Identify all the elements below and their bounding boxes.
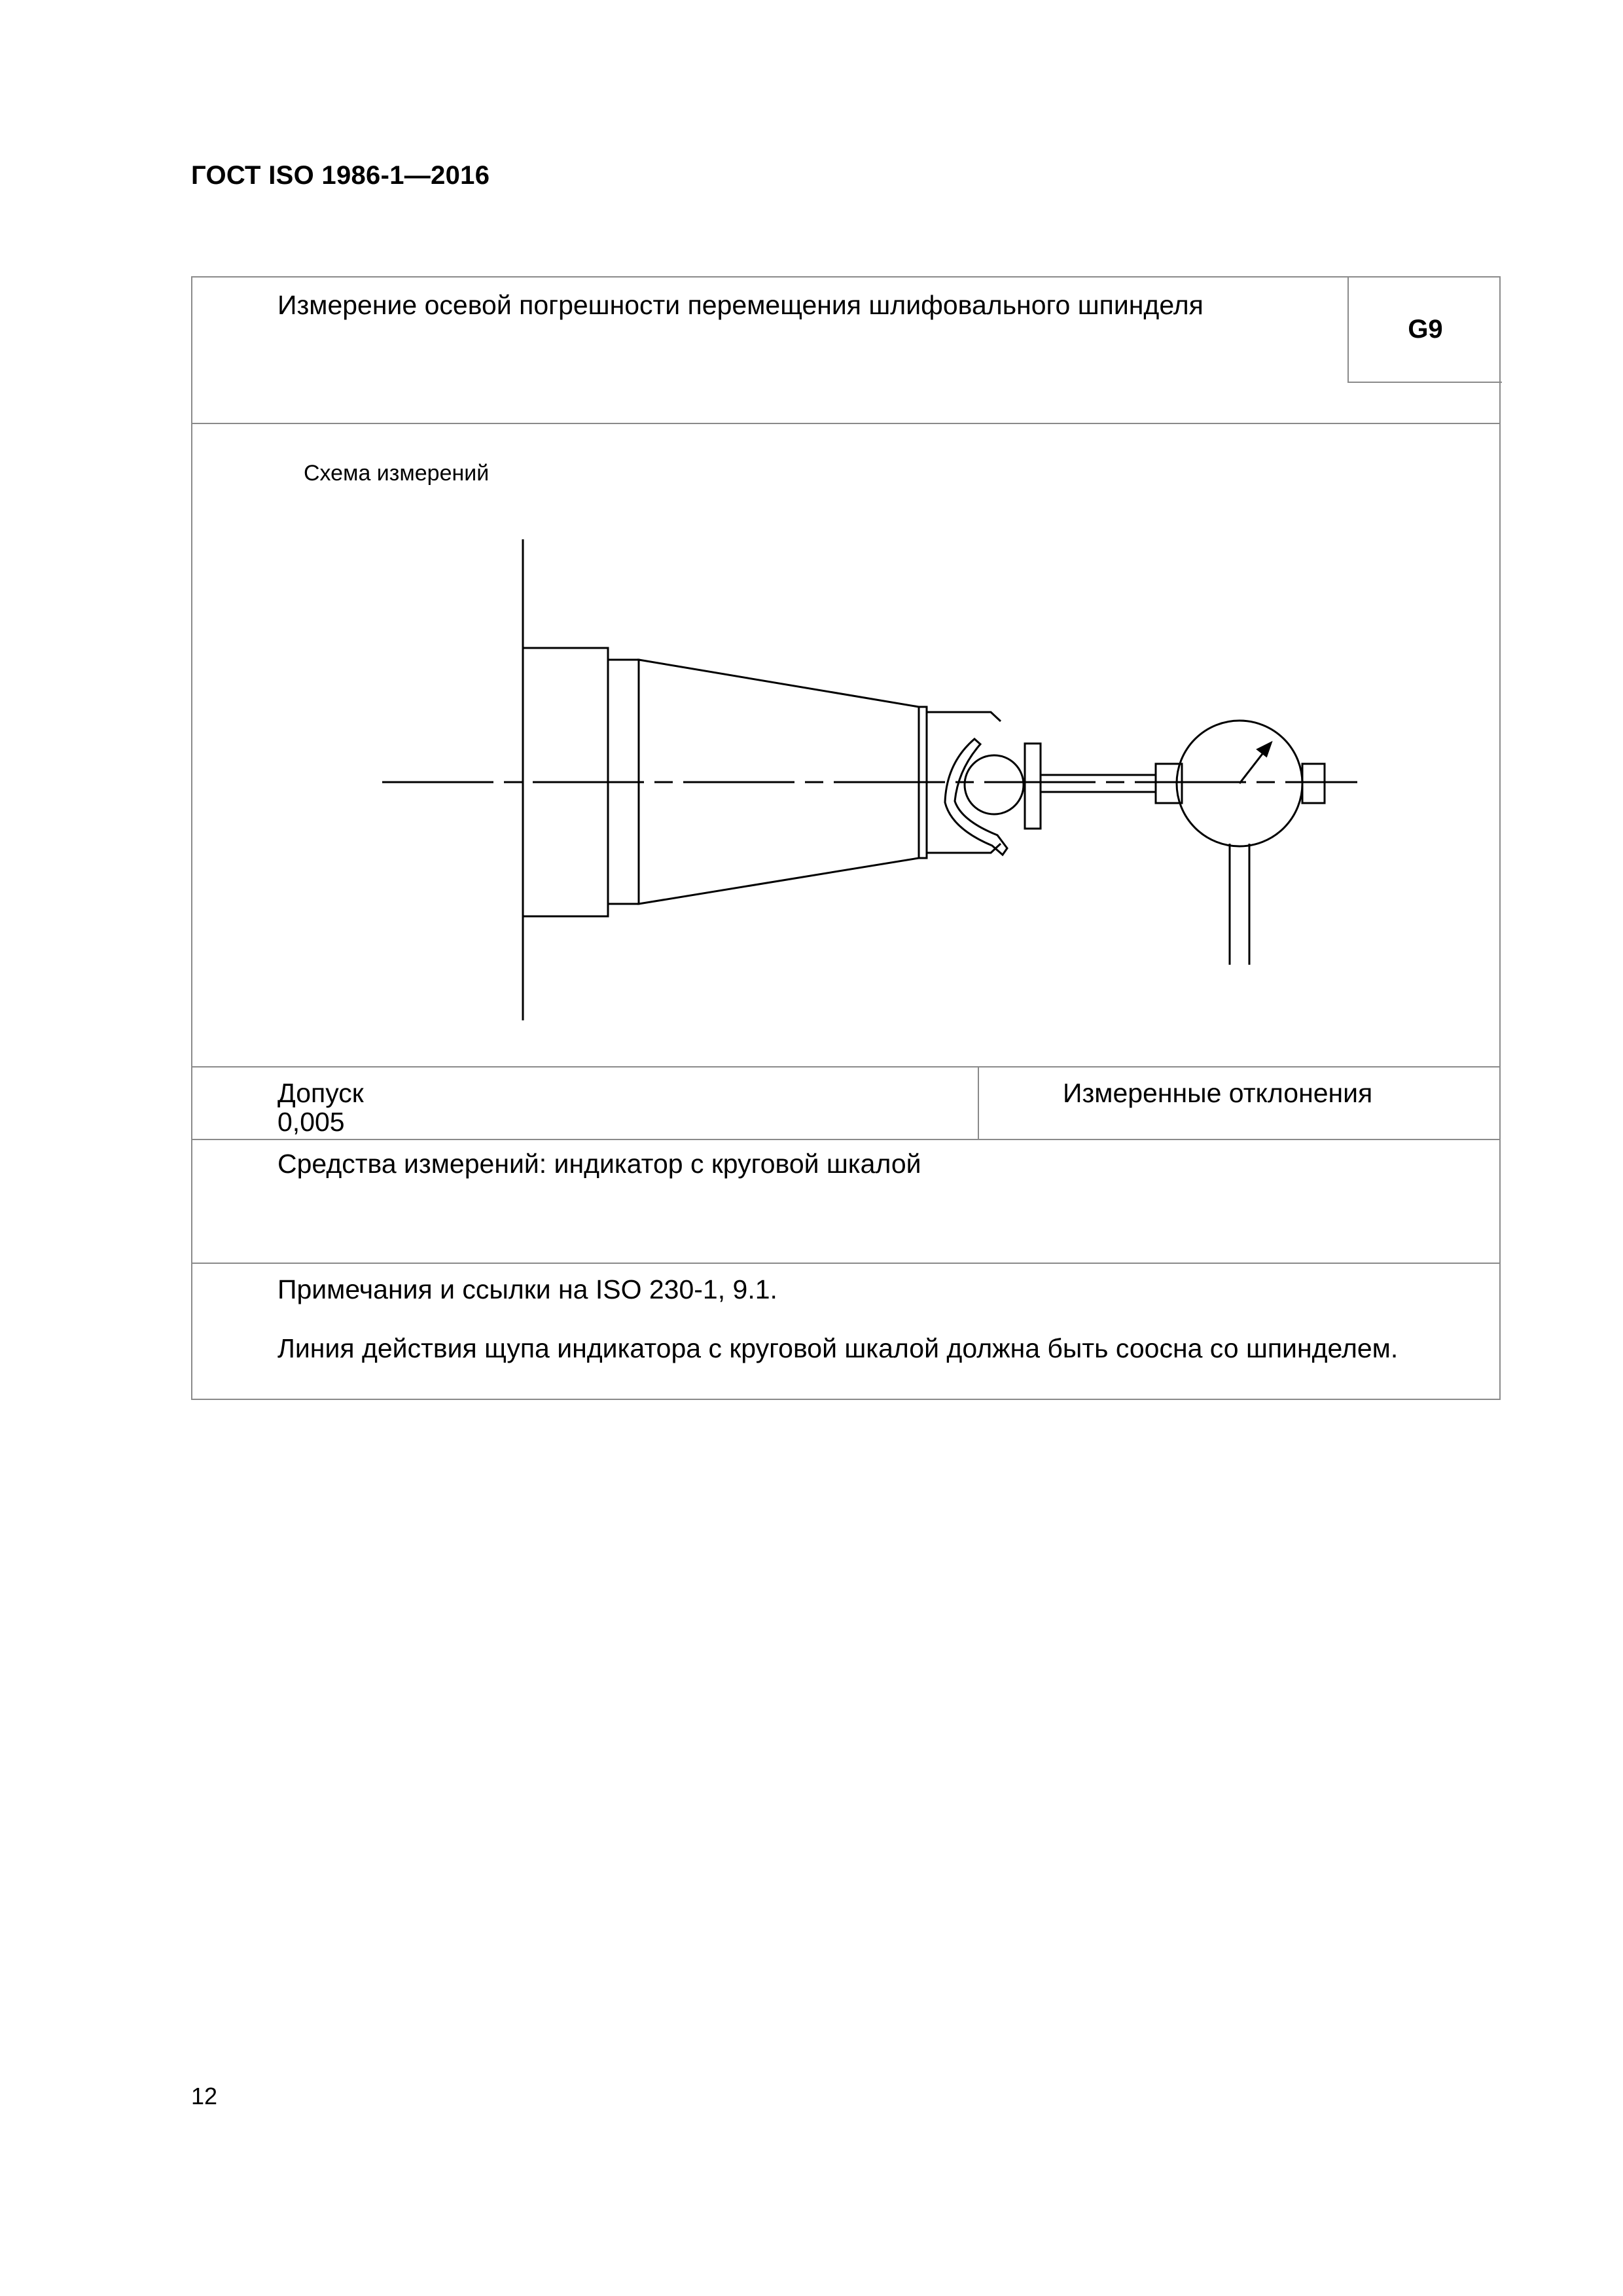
- page-number: 12: [191, 2083, 218, 2109]
- nose-clamp-top: [927, 712, 1001, 721]
- notes-text: Линия действия щупа индикатора с круговой шкалой должна быть соосна со шпинделем.: [277, 1333, 1399, 1363]
- needle-arrow: [1258, 743, 1271, 756]
- indicator-back-cap: [1302, 764, 1325, 803]
- col-divider-tolerance: [978, 1066, 979, 1139]
- notes-reference: Примечания и ссылки на ISO 230-1, 9.1.: [277, 1274, 777, 1304]
- test-title: Измерение осевой погрешности перемещения шлифовального шпинделя: [277, 290, 1204, 320]
- row-divider-schema: [192, 1066, 1499, 1067]
- ball: [965, 755, 1024, 814]
- document-header: ГОСТ ISO 1986-1—2016: [191, 161, 490, 190]
- tolerance-label: Допуск: [277, 1078, 364, 1108]
- measured-deviations-label: Измеренные отклонения: [1063, 1078, 1373, 1108]
- test-card-table: [191, 276, 1501, 1400]
- measuring-instruments: Средства измерений: индикатор с круговой шкалой: [277, 1149, 921, 1179]
- tolerance-value: 0,005: [277, 1107, 345, 1137]
- row-divider-tolerance: [192, 1139, 1499, 1140]
- measurement-diagram: [192, 278, 1502, 1066]
- schema-label: Схема измерений: [304, 461, 490, 486]
- row-divider-instruments: [192, 1263, 1499, 1264]
- test-id: G9: [1347, 278, 1502, 383]
- probe-flange: [1025, 744, 1041, 829]
